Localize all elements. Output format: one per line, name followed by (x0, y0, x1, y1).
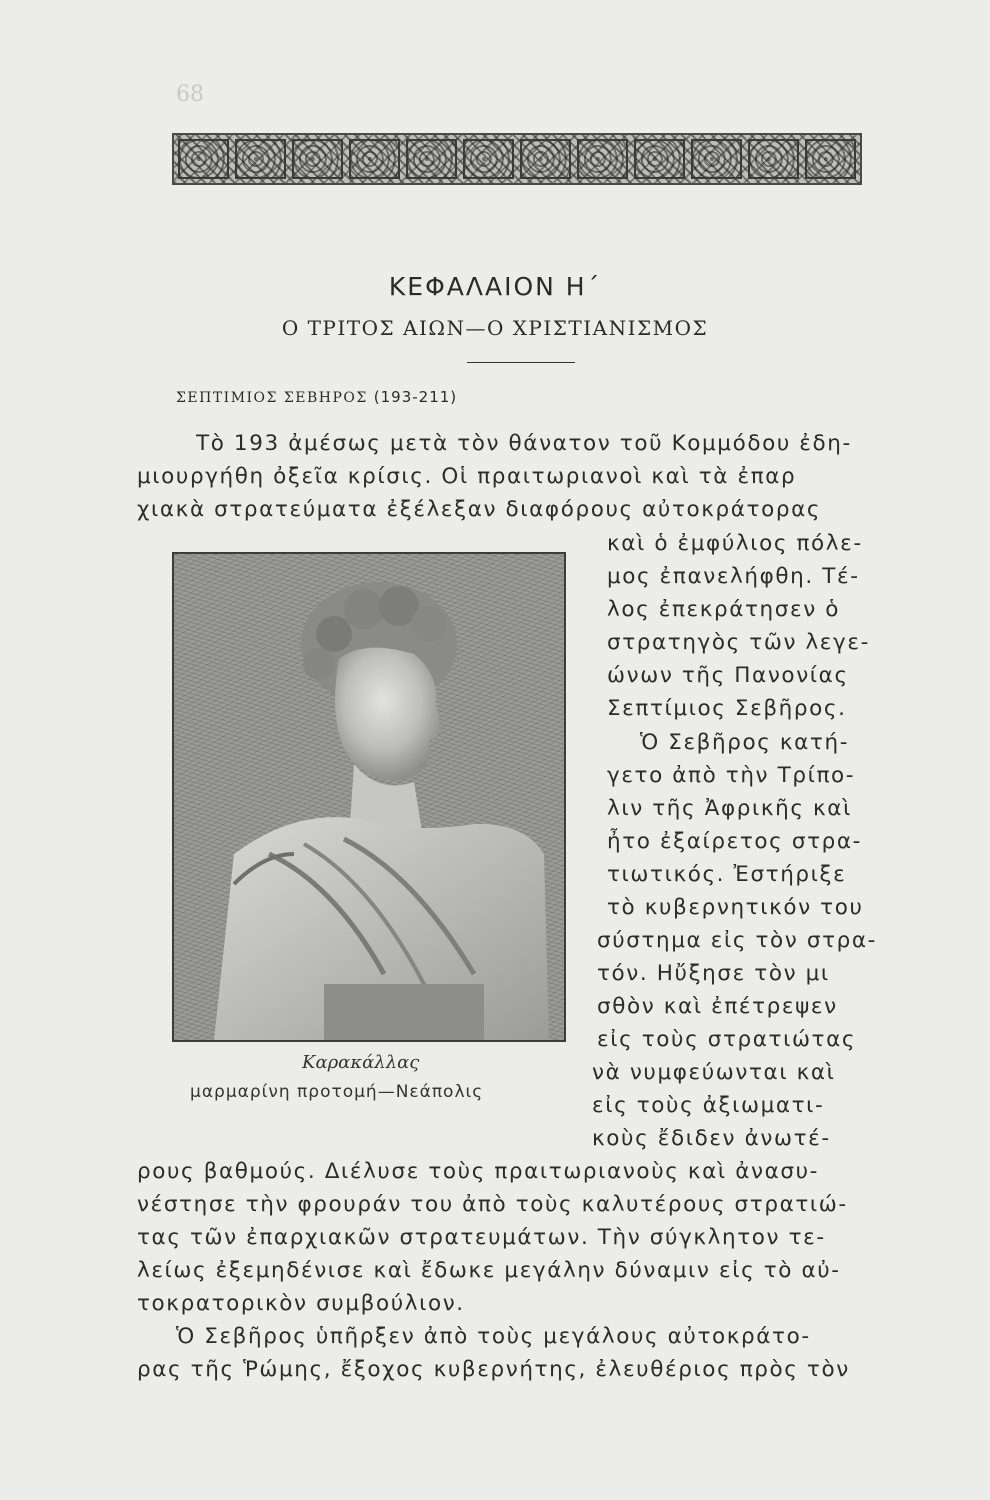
page-number: 68 (176, 82, 204, 107)
text-line: σύστημα εἰς τὸν στρα- (597, 928, 877, 953)
figure-caption-title: Καρακάλλας (302, 1052, 420, 1073)
text-line: ἦτο ἐξαίρετος στρα- (607, 829, 862, 854)
bust-illustration (174, 554, 564, 1040)
section-heading-name: ΣΕΠΤΙΜΙΟΣ ΣΕΒΗΡΟΣ (176, 390, 368, 406)
chapter-subtitle: Ο ΤΡΙΤΟΣ ΑΙΩΝ—Ο ΧΡΙΣΤΙΑΝΙΣΜΟΣ (281, 316, 709, 340)
text-line: λιν τῆς Ἀφρικῆς καὶ (607, 796, 852, 821)
text-line: ώνων τῆς Πανονίας (607, 663, 849, 688)
text-line: Σεπτίμιος Σεβῆρος. (607, 696, 847, 721)
text-line: χιακὰ στρατεύματα ἐξέλεξαν διαφόρους αὐτοκράτορας (137, 497, 822, 522)
chapter-title: ΚΕΦΑΛΑΙΟΝ Η΄ (388, 272, 602, 301)
text-line: σθὸν καὶ ἐπέτρεψεν (597, 994, 838, 1019)
text-line: Ὁ Σεβῆρος ὑπῆρξεν ἀπὸ τοὺς μεγάλους αὐτοκράτο- (176, 1324, 811, 1349)
text-line: εἰς τοὺς ἀξιωματι- (592, 1093, 825, 1118)
bust-photograph (172, 552, 566, 1042)
text-line: καὶ ὁ ἐμφύλιος πόλε- (607, 531, 863, 556)
text-line: εἰς τοὺς στρατιώτας (597, 1027, 857, 1052)
text-line: τας τῶν ἐπαρχιακῶν στρατευμάτων. Τὴν σύγκλητον τε- (137, 1225, 826, 1250)
divider (467, 362, 575, 363)
text-line: τὸ κυβερνητικόν του (607, 895, 864, 920)
text-line: μιουργήθη ὀξεῖα κρίσις. Οἱ πραιτωριανοὶ καὶ τὰ ἐπαρ (137, 464, 797, 489)
text-line: ρους βαθμούς. Διέλυσε τοὺς πραιτωριανοὺς καὶ ἀνασυ- (137, 1159, 820, 1184)
text-line: στρατηγὸς τῶν λεγε- (607, 630, 870, 655)
text-line: λείως ἐξεμηδένισε καὶ ἔδωκε μεγάλην δύναμιν εἰς τὸ αὐ- (137, 1258, 841, 1283)
text-line: μος ἐπανελήφθη. Τέ- (607, 564, 860, 589)
text-line: νέστησε τὴν φρουράν του ἀπὸ τοὺς καλυτέρους στρατιώ- (137, 1192, 848, 1217)
section-heading-years: (193-211) (373, 388, 458, 406)
text-line: τοκρατορικὸν συμβούλιον. (137, 1291, 465, 1316)
text-line: ρας τῆς Ῥώμης, ἔξοχος κυβερνήτης, ἐλευθέριος πρὸς τὸν (137, 1357, 850, 1382)
section-heading (176, 388, 457, 406)
text-line: τιωτικός. Ἐστήριξε (607, 862, 847, 887)
text-line: Ὁ Σεβῆρος κατή- (640, 730, 850, 755)
text-line: κοὺς ἔδιδεν ἀνωτέ- (592, 1126, 831, 1151)
text-line: γετο ἀπὸ τὴν Τρίπο- (607, 763, 856, 788)
ornamental-header-band (172, 133, 862, 185)
text-line: λος ἐπεκράτησεν ὁ (607, 597, 841, 622)
text-line: τόν. Ηὔξησε τὸν μι (597, 961, 830, 986)
text-line: Τὸ 193 ἀμέσως μετὰ τὸν θάνατον τοῦ Κομμόδου ἐδη- (196, 431, 852, 456)
text-line: νὰ νυμφεύωνται καὶ (592, 1060, 836, 1085)
figure-caption-subtitle: μαρμαρίνη προτομή—Νεάπολις (190, 1082, 484, 1102)
